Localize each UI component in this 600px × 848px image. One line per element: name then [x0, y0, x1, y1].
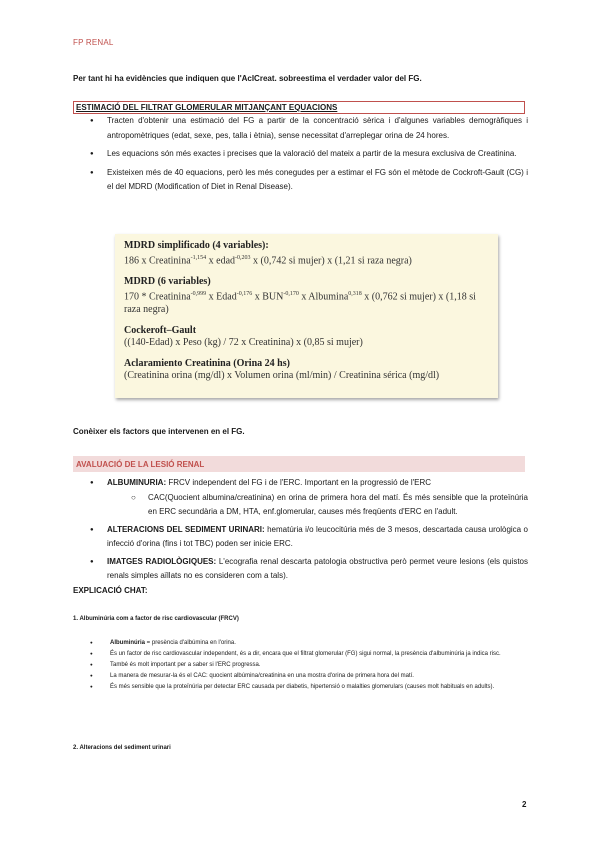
formula-image-box [115, 234, 498, 398]
chat-explanation-label: EXPLICACIÓ CHAT: [73, 586, 148, 595]
section-title-avaluacio: AVALUACIÓ DE LA LESIÓ RENAL [73, 456, 525, 472]
list-item: ● ALTERACIONS DEL SEDIMENT URINARI: hematúria i/o leucocitúria més de 3 mesos, descartada causa urològica o infecció d'orina (fins i tot TBC) poden ser inicie ERC. [90, 523, 528, 552]
section2-bullet-list [90, 476, 528, 587]
formula-cg-title: Cockeroft–Gault [124, 324, 197, 336]
list-item: ● És un factor de risc cardiovascular independent, és a dir, encara que el filtrat glomerular (FG) sigui normal, la presència d'albuminúria ja indica risc. [90, 649, 530, 659]
list-item: ● Existeixen més de 40 equacions, però les més conegudes per a estimar el FG són el mètode de Cockroft-Gault (CG) i el del MDRD (Modification of Diet in Renal Disease). [90, 166, 528, 195]
formula-mdrd4-title: MDRD simplificado (4 variables): [124, 240, 269, 251]
formula-mdrd4-text: 186 x Creatinina$^{-1,154}$ x edad$^{-0,203}$ x (0,742 si mujer) x (1,21 si raza negra) [124, 255, 412, 267]
list-item: ● És més sensible que la proteïnúria per detectar ERC causada per diabetis, hipertensió o malalties glomerulars (causes molt habituals en adults). [90, 682, 530, 692]
running-header: FP RENAL [73, 38, 114, 47]
formula-mdrd6-text: 170 * Creatinina$^{-0,999}$ x Edad$^{-0,176}$ x $BUN^{-0,170}$ x Albumina$^{0,318}$ x (0,762 si mujer) x (1,18 si raza negra) [124, 291, 476, 315]
formula-acl-text: (Creatinina orina (mg/dl) x Volumen orina (ml/min) / Creatinina sérica (mg/dl) [124, 369, 440, 381]
section-title-estimacio: ESTIMACIÓ DEL FILTRAT GLOMERULAR MITJANÇANT EQUACIONS [73, 101, 525, 114]
section1-bullet-list [90, 114, 528, 199]
formula-cg-text: ((140-Edad) x Peso (kg) / 72 x Creatinina) x (0,85 si mujer) [124, 336, 363, 348]
formula-acl-title: Aclaramiento Creatinina (Orina 24 hs) [124, 357, 290, 369]
list-item: ● Albuminúria = presència d'albúmina en l'orina. [90, 638, 530, 648]
list-item: ● També és molt important per a saber si l'ERC progressa. [90, 660, 530, 670]
list-item: ● Tracten d'obtenir una estimació del FG a partir de la concentració sèrica i d'algunes variables demogràfiques i antropomètriques (edat, sexe, pes, talla i ètnia), sense necessitat d'arreplegar orina de 24 hores. [90, 114, 528, 143]
formula-mdrd6-title: MDRD (6 variables) [124, 276, 211, 288]
chat-bullet-list [90, 638, 530, 693]
intro-paragraph: Per tant hi ha evidències que indiquen que l'AclCreat. sobreestima el verdader valor del FG. [73, 74, 422, 83]
subheading-albuminuria: 1. Albuminúria com a factor de risc cardiovascular (FRCV) [73, 616, 239, 622]
list-item: ● Les equacions són més exactes i precises que la valoració del mateix a partir de la mesura exclusiva de Creatinina. [90, 147, 528, 162]
sub-list-item: ○ CAC(Quocient albumina/creatinina) en orina de primera hora del matí. És més sensible que la proteïnúria en ERC secundària a DM, HTA, enf.glomerular, causes més freqüents d'ERC en l'adult. [131, 491, 528, 520]
list-item: ● IMATGES RADIOLÒGIQUES: L'ecografia renal descarta patologia obstructiva però permet veure lesions (els quistos renals simples aïllats no es consideren com a tals). [90, 555, 528, 584]
list-item: ● La manera de mesurar-la és el CAC: quocient albúmina/creatinina en una mostra d'orina de primera hora del matí. [90, 671, 530, 681]
page-number: 2 [522, 800, 527, 809]
factors-paragraph: Conèixer els factors que intervenen en el FG. [73, 427, 245, 436]
list-item: ● ALBUMINURIA: FRCV independent del FG i de l'ERC. Important en la progressió de l'ERC ○ CAC(Quocient albumina/creatinina) en orina de primera hora del matí. És més sensible que la proteïnúria en ERC secundària a DM, HTA, enf.glomerular, causes més freqüents d'ERC en l'adult. [90, 476, 528, 520]
subheading-sediment: 2. Alteracions del sediment urinari [73, 745, 171, 751]
